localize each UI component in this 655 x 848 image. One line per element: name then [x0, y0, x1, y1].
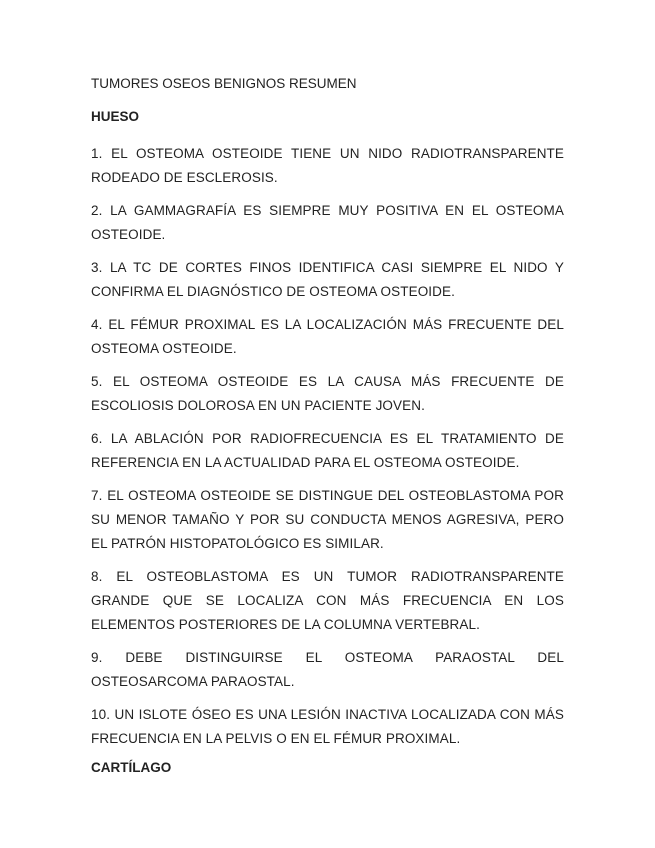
list-item: 10. UN ISLOTE ÓSEO ES UNA LESIÓN INACTIVA LOCALIZADA CON MÁS FRECUENCIA EN LA PELVIS O EN EL FÉMUR PROXIMAL. [91, 707, 564, 746]
list-item: 1. EL OSTEOMA OSTEOIDE TIENE UN NIDO RADIOTRANSPARENTE RODEADO DE ESCLEROSIS. [91, 146, 564, 185]
document-content [91, 76, 564, 793]
section-heading-cartilago: CARTÍLAGO [91, 760, 172, 775]
list-item: 7. EL OSTEOMA OSTEOIDE SE DISTINGUE DEL OSTEOBLASTOMA POR SU MENOR TAMAÑO Y POR SU CONDUCTA MENOS AGRESIVA, PERO EL PATRÓN HISTOPATOLÓGICO ES SIMILAR. [91, 488, 564, 551]
list-item: 6. LA ABLACIÓN POR RADIOFRECUENCIA ES EL TRATAMIENTO DE REFERENCIA EN LA ACTUALIDAD PARA EL OSTEOMA OSTEOIDE. [91, 431, 564, 470]
document-title: TUMORES OSEOS BENIGNOS RESUMEN [91, 76, 357, 91]
list-item: 5. EL OSTEOMA OSTEOIDE ES LA CAUSA MÁS FRECUENTE DE ESCOLIOSIS DOLOROSA EN UN PACIENTE JOVEN. [91, 374, 564, 413]
list-item: 9. DEBE DISTINGUIRSE EL OSTEOMA PARAOSTAL DEL OSTEOSARCOMA PARAOSTAL. [91, 650, 564, 689]
section-heading-hueso: HUESO [91, 109, 140, 124]
list-item: 3. LA TC DE CORTES FINOS IDENTIFICA CASI SIEMPRE EL NIDO Y CONFIRMA EL DIAGNÓSTICO DE OSTEOMA OSTEOIDE. [91, 260, 564, 299]
list-item: 8. EL OSTEOBLASTOMA ES UN TUMOR RADIOTRANSPARENTE GRANDE QUE SE LOCALIZA CON MÁS FRECUENCIA EN LOS ELEMENTOS POSTERIORES DE LA COLUMNA VERTEBRAL. [91, 569, 564, 632]
list-item: 4. EL FÉMUR PROXIMAL ES LA LOCALIZACIÓN MÁS FRECUENTE DEL OSTEOMA OSTEOIDE. [91, 317, 564, 356]
list-item: 2. LA GAMMAGRAFÍA ES SIEMPRE MUY POSITIVA EN EL OSTEOMA OSTEOIDE. [91, 203, 564, 242]
